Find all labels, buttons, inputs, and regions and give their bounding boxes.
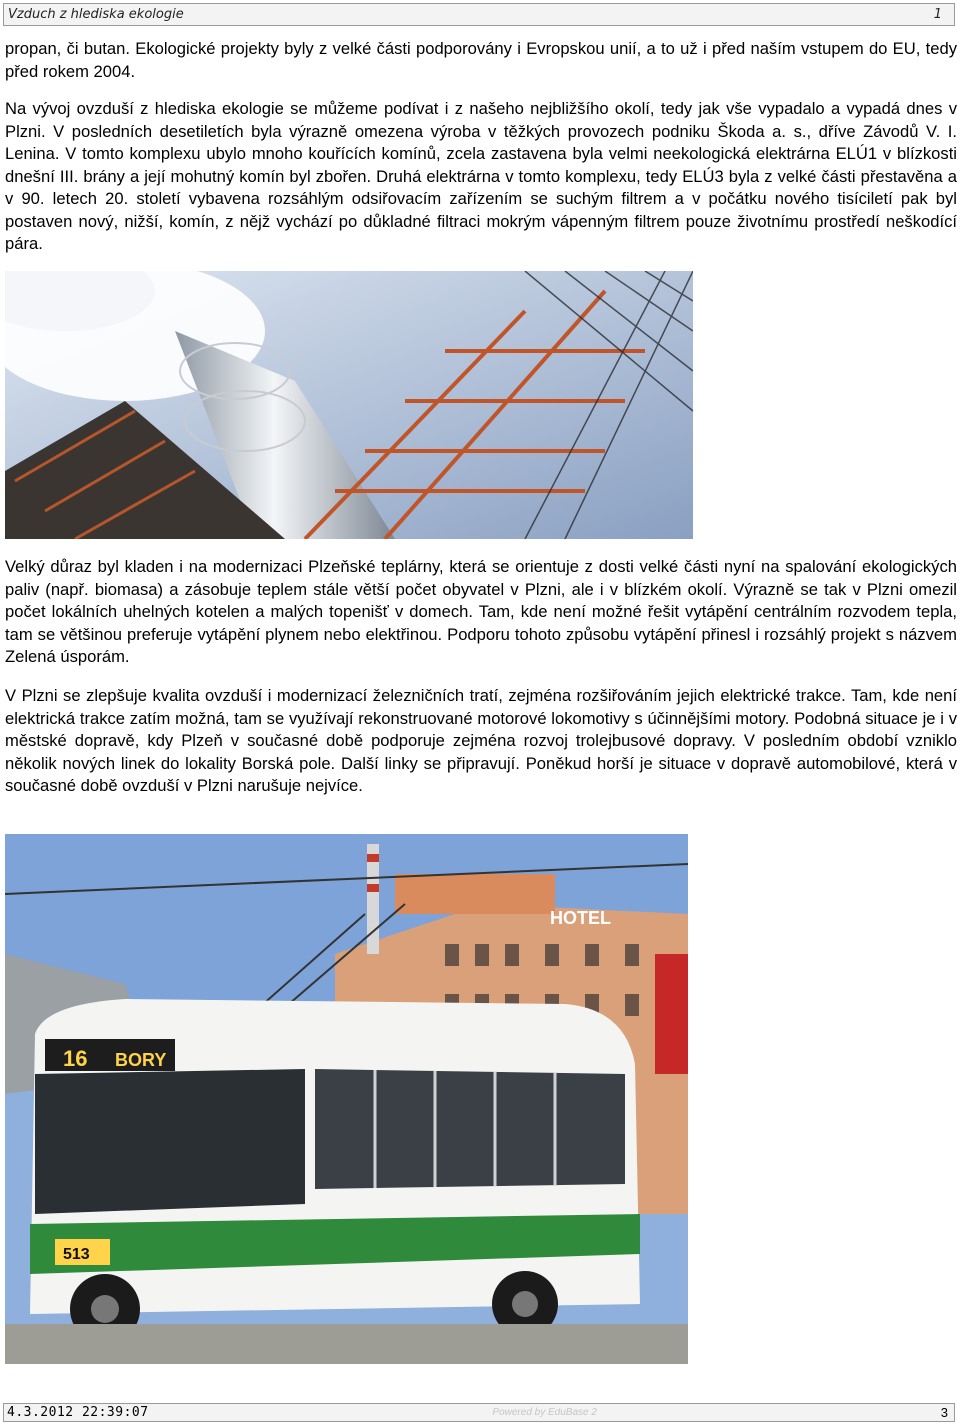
paragraph-heating-plant: Velký důraz byl kladen i na modernizaci Plzeňské teplárny, která se orientuje z dosti velké části nyní na spalování ekologických paliv (např. biomasa) a zásobuje teplem stále větší počet obyvatel v Plzni, ale i v blízkém okolí. Výrazně se tak v Plzni omezil počet lokálních uhelných kotelen a malých topenišť v domech. Tam, kde není možné řešit vytápění centrálním rozvodem tepla, tam se většinou preferuje vytápění plynem nebo elektřinou. Podporu tohoto způsobu vytápění přinesl i rozsáhlý projekt s názvem Zelená úsporám. <box>5 557 957 666</box>
fleet-number: 513 <box>63 1246 90 1263</box>
powered-by-label: Powered by EduBase 2 <box>492 1407 597 1418</box>
paragraph-transport: V Plzni se zlepšuje kvalita ovzduší i modernizací železničních tratí, zejména rozšiřováním jejich elektrické trakce. Tam, kde není elektrická trakce zatím možná, tam se využívají rekonstruované motorové lokomotivy s účinnějšími motory. Podobná situace je i v městské dopravě, kdy Plzeň v současné době podporuje zejména rozvoj trolejbusové dopravy. V posledním období vzniklo několik nových linek do lokality Borská pole. Další linky se připravují. Poněkud horší je situace v dopravě automobilové, která v současné době ovzduší v Plzni narušuje nejvíce. <box>5 686 957 795</box>
paragraph-intro: propan, či butan. Ekologické projekty byly z velké části podporovány i Evropskou unií, a to už i před naším vstupem do EU, tedy před rokem 2004. <box>5 39 957 81</box>
route-number: 16 <box>63 1046 88 1071</box>
header-page-number: 1 <box>933 7 942 22</box>
bus-destination: BORY <box>115 1050 167 1070</box>
paragraph-plzen-industry: Na vývoj ovzduší z hlediska ekologie se můžeme podívat i z našeho nejbližšího okolí, tedy jak vše vypadalo a vypadá dnes v Plzni. V posledních desetiletích byla výrazně omezena výroba v těžkých provozech podniku Škoda a. s., dříve Závodů V. I. Lenina. V tomto komplexu ubylo mnoho kouřících komínů, zcela zastavena byla velmi neekologická elektrárna ELÚ1 v blízkosti dnešní III. brány a její mohutný komín byl zbořen. Druhá elektrárna v tomto komplexu, tedy ELÚ3 byla z velké části přestavěna a v 90. letech 20. století vybavena rozsáhlým odsiřovacím zařízením se suchým filtrem a v počátku nového tisíciletí pak byl postaven nový, nižší, komín, z nějž vychází po důkladné filtraci mokrým vápenným filtrem pouze životnímu prostředí neškodící pára. <box>5 99 957 253</box>
chimney-photo <box>5 271 693 539</box>
hotel-sign: HOTEL <box>550 908 611 928</box>
trolleybus-photo <box>5 834 688 1364</box>
print-timestamp: 4.3.2012 22:39:07 <box>7 1405 149 1420</box>
page-footer <box>3 1403 955 1422</box>
page-header <box>3 3 955 26</box>
footer-page-number: 3 <box>940 1405 948 1420</box>
document-title: Vzduch z hlediska ekologie <box>8 7 184 22</box>
